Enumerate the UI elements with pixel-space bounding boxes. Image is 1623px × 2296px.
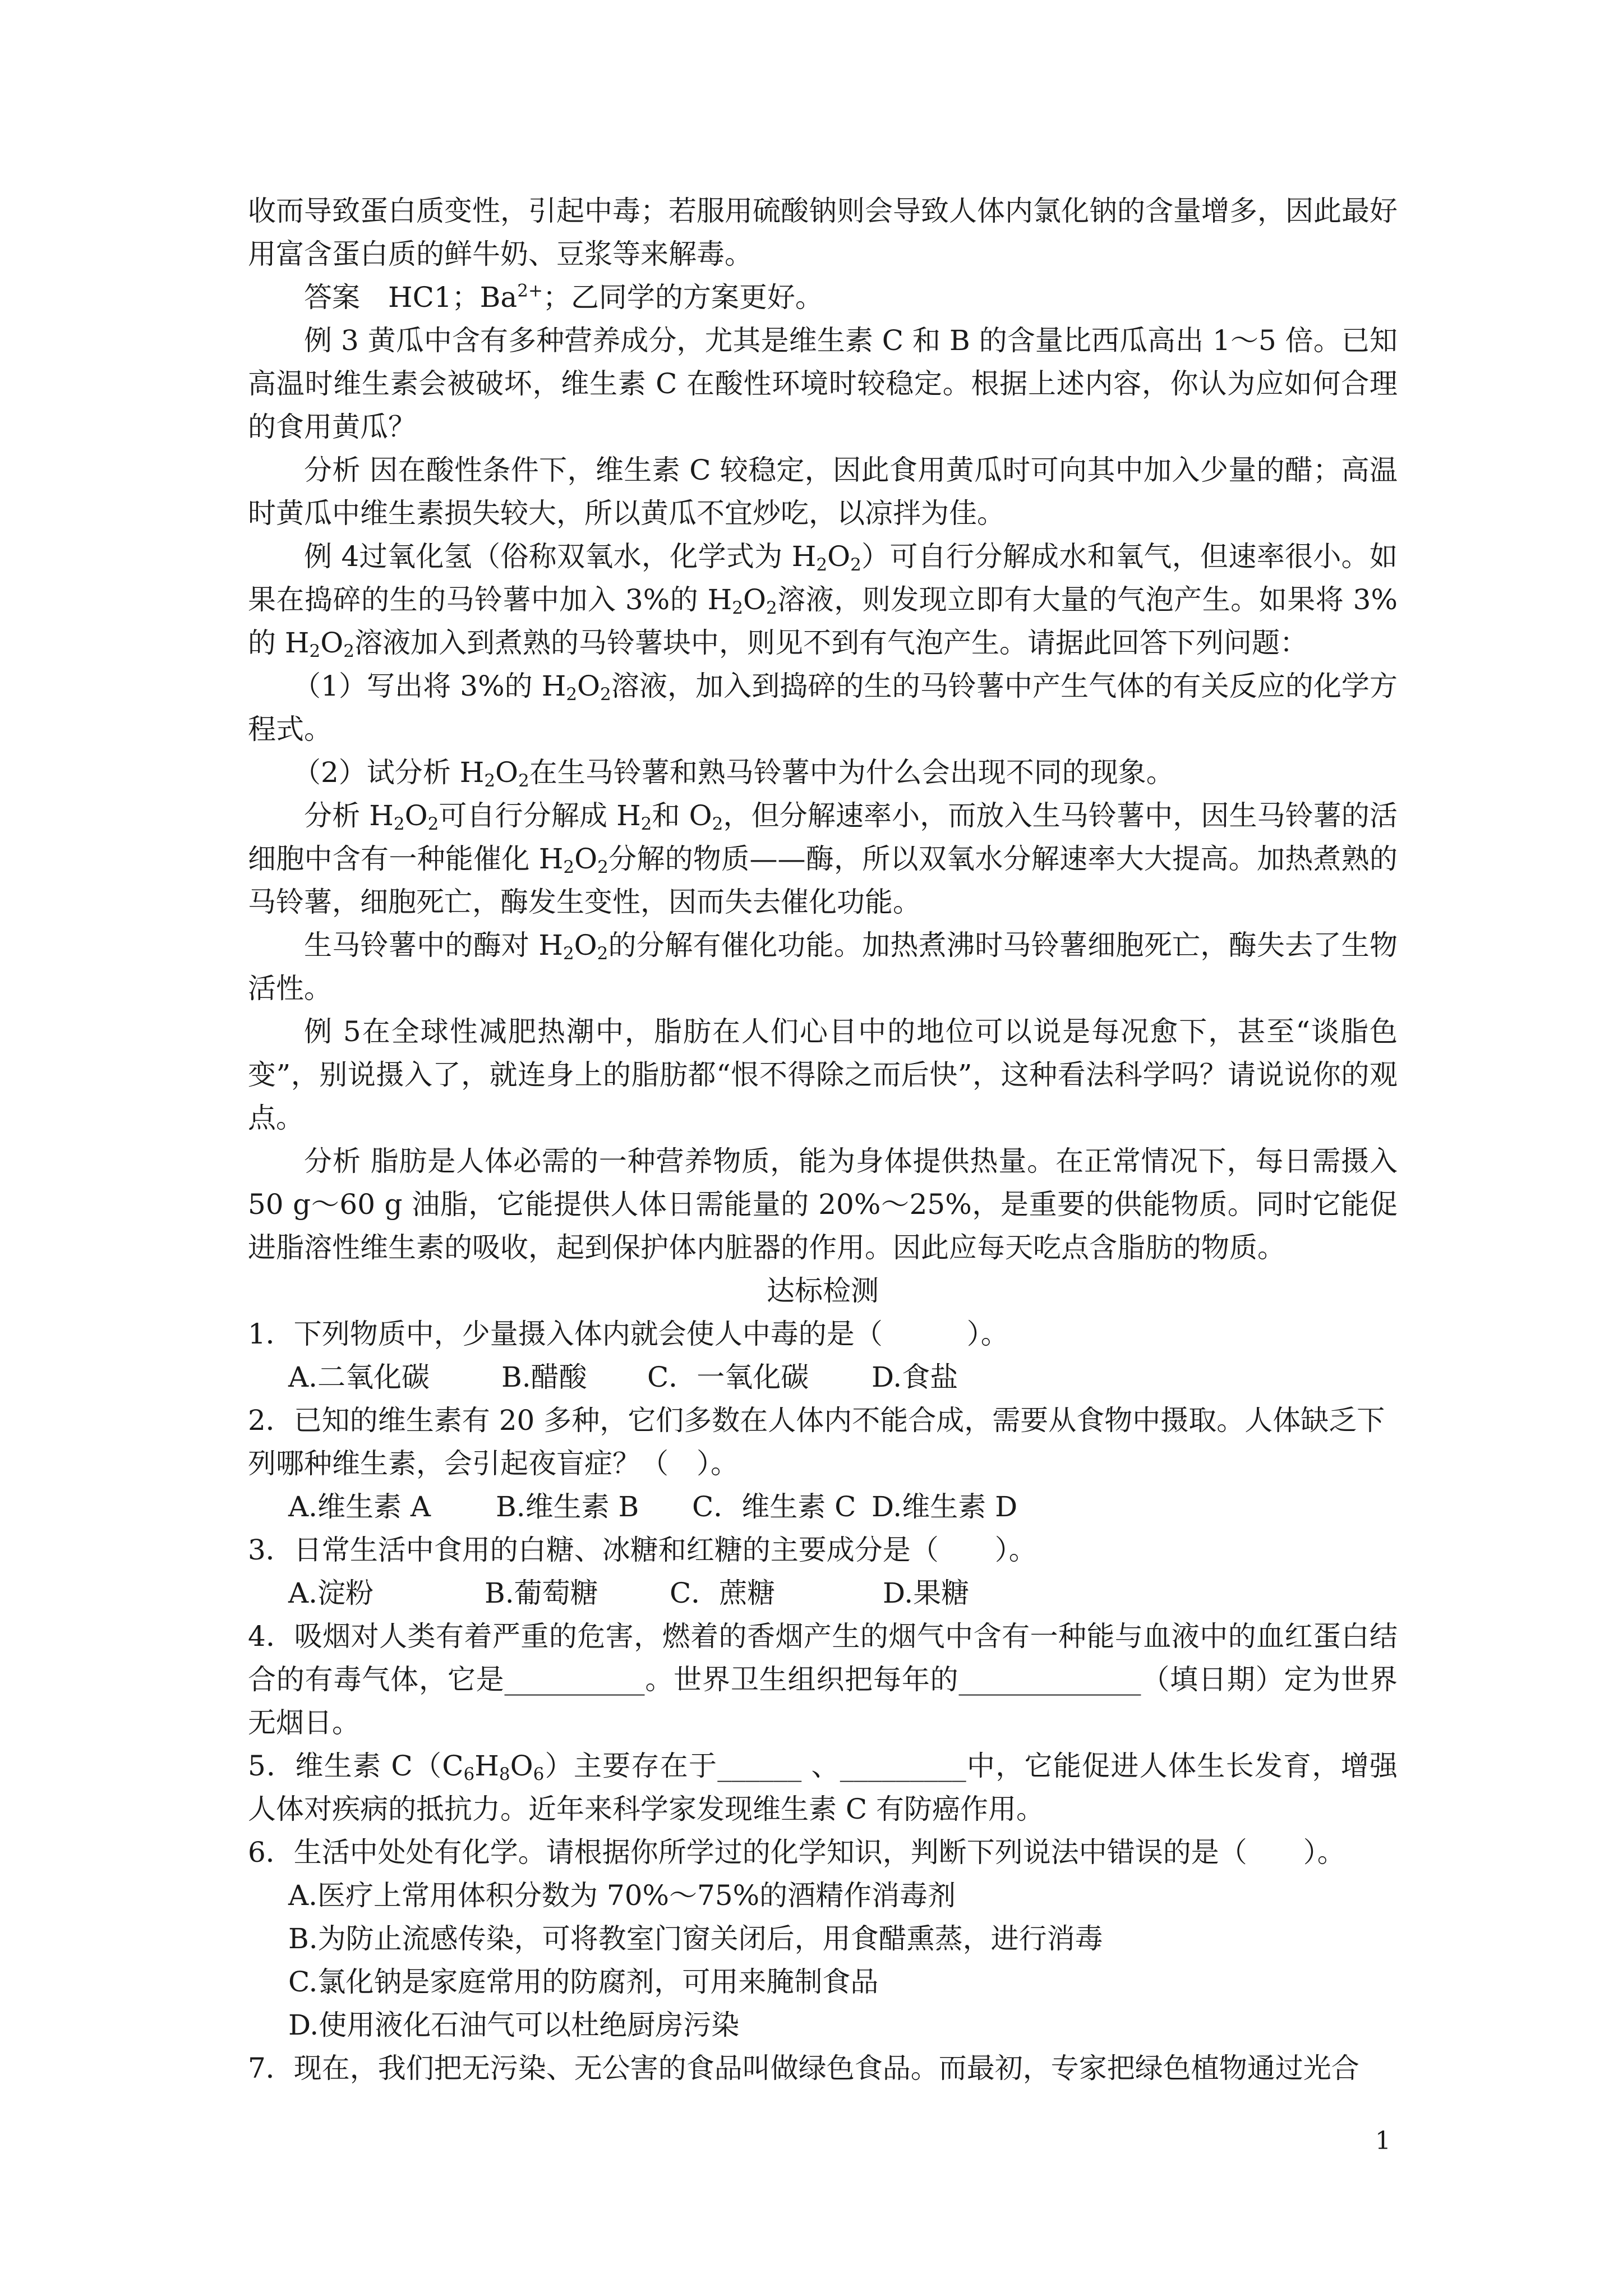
- example-5-question: 例 5在全球性减肥热潮中，脂肪在人们心目中的地位可以说是每况愈下，甚至“谈脂色变”，别说摄入了，就连身上的脂肪都“恨不得除之而后快”，这种看法科学吗？请说说你的观点。: [248, 1015, 1398, 1134]
- option: B.维生素 B: [496, 1490, 639, 1523]
- question-4: 4．吸烟对人类有着严重的危害，燃着的香烟产生的烟气中含有一种能与血液中的血红蛋白结合的有毒气体，它是__________。世界卫生组织把每年的_____________（填日期）定为世界无烟日。: [248, 1620, 1398, 1739]
- example-3-analysis: 分析 因在酸性条件下，维生素 C 较稳定，因此食用黄瓜时可向其中加入少量的醋；高温时黄瓜中维生素损失较大，所以黄瓜不宜炒吃，以凉拌为佳。: [248, 454, 1398, 530]
- question-6-option-d: D.使用液化石油气可以杜绝厨房污染: [288, 2009, 740, 2041]
- question-6-stem: 6．生活中处处有化学。请根据你所学过的化学知识，判断下列说法中错误的是（ ）。: [248, 1836, 1345, 1869]
- question-5: 5．维生素 $C(C_6H_8O_6)$主要存在于______ 、_________中，它能促进人体生长发育，增强人体对疾病的抵抗力。近年来科学家发现维生素 C 有防癌作用。: [248, 1750, 1398, 1825]
- example-3-question: 例 3 黄瓜中含有多种营养成分，尤其是维生素 C 和 B 的含量比西瓜高出 1～5 倍。已知高温时维生素会被破坏，维生素 C 在酸性环境时较稳定。根据上述内容，你认为应如何合理的食用黄瓜？: [248, 324, 1398, 443]
- question-3-stem: 3．日常生活中食用的白糖、冰糖和红糖的主要成分是（ ）。: [248, 1534, 1037, 1566]
- option: B.醋酸: [501, 1361, 587, 1393]
- example-4-subquestion-2: （2）试分析 $H_2O_2$在生马铃薯和熟马铃薯中为什么会出现不同的现象。: [293, 756, 1174, 791]
- question-6-option-c: C.氯化钠是家庭常用的防腐剂，可用来腌制食品: [288, 1966, 879, 1998]
- question-2-stem: 2．已知的维生素有 20 多种，它们多数在人体内不能合成，需要从食物中摄取。人体缺乏下列哪种维生素，会引起夜盲症？（ ）。: [248, 1404, 1385, 1480]
- example-4-answer: 生马铃薯中的酶对 $H_2O_2$的分解有催化功能。加热煮沸时马铃薯细胞死亡，酶失去了生物活性。: [248, 929, 1398, 1005]
- option: C．维生素 C: [692, 1490, 856, 1523]
- option: D.维生素 D: [872, 1490, 1018, 1523]
- example-4-analysis: 分析 $H_2O_2$可自行分解成 $H_2$和 $O_2$，但分解速率小，而放入生马铃薯中，因生马铃薯的活细胞中含有一种能催化 $H_2O_2$分解的物质——酶，所以双氧水分解速率大大提高。加热煮熟的马铃薯，细胞死亡，酶发生变性，因而失去催化功能。: [248, 799, 1398, 918]
- option: D.果糖: [883, 1577, 970, 1609]
- option: A.维生素 A: [288, 1490, 431, 1523]
- example-5-analysis: 分析 脂肪是人体必需的一种营养物质，能为身体提供热量。在正常情况下，每日需摄入 50 g～60 g 油脂，它能提供人体日需能量的 20%～25%，是重要的供能物质。同时它能促进脂溶性维生素的吸收，起到保护体内脏器的作用。因此应每天吃点含脂肪的物质。: [248, 1145, 1398, 1264]
- option: A.二氧化碳: [288, 1361, 430, 1393]
- question-6-option-b: B.为防止流感传染，可将教室门窗关闭后，用食醋熏蒸，进行消毒: [288, 1922, 1103, 1955]
- intro-answer: 答案 HC1；$Ba^{2+}$；乙同学的方案更好。: [304, 280, 823, 314]
- question-3-options: [248, 1572, 1398, 1615]
- option: D.食盐: [872, 1361, 958, 1393]
- section-heading: 达标检测: [767, 1274, 879, 1307]
- page-number: 1: [1375, 2127, 1391, 2155]
- option: C．蔗糖: [670, 1577, 776, 1609]
- option: C．一氧化碳: [647, 1361, 809, 1393]
- question-2-options: [248, 1485, 1398, 1529]
- question-1-stem: 1．下列物质中，少量摄入体内就会使人中毒的是（ ）。: [248, 1318, 1009, 1350]
- question-7-stem: 7．现在，我们把无污染、无公害的食品叫做绿色食品。而最初，专家把绿色植物通过光合: [248, 2052, 1359, 2085]
- question-6-option-a: A.医疗上常用体积分数为 70%～75%的酒精作消毒剂: [288, 1879, 956, 1912]
- intro-paragraph: 收而导致蛋白质变性，引起中毒；若服用硫酸钠则会导致人体内氯化钠的含量增多，因此最好用富含蛋白质的鲜牛奶、豆浆等来解毒。: [248, 195, 1398, 270]
- example-4-subquestion-1: （1）写出将 3%的 $H_2O_2$溶液，加入到捣碎的生的马铃薯中产生气体的有关反应的化学方程式。: [248, 670, 1398, 746]
- option: B.葡萄糖: [485, 1577, 598, 1609]
- example-4-question: 例 4过氧化氢（俗称双氧水，化学式为 $H_2O_2$）可自行分解成水和氧气，但速率很小。如果在捣碎的生的马铃薯中加入 3%的 $H_2O_2$溶液，则发现立即有大量的气泡产生。如果将 3%的 $H_2O_2$溶液加入到煮熟的马铃薯块中，则见不到有气泡产生。请据此回答下列问题：: [248, 540, 1398, 661]
- question-1-options: [248, 1356, 1398, 1399]
- document-body: [248, 190, 1398, 2090]
- option: A.淀粉: [288, 1577, 374, 1609]
